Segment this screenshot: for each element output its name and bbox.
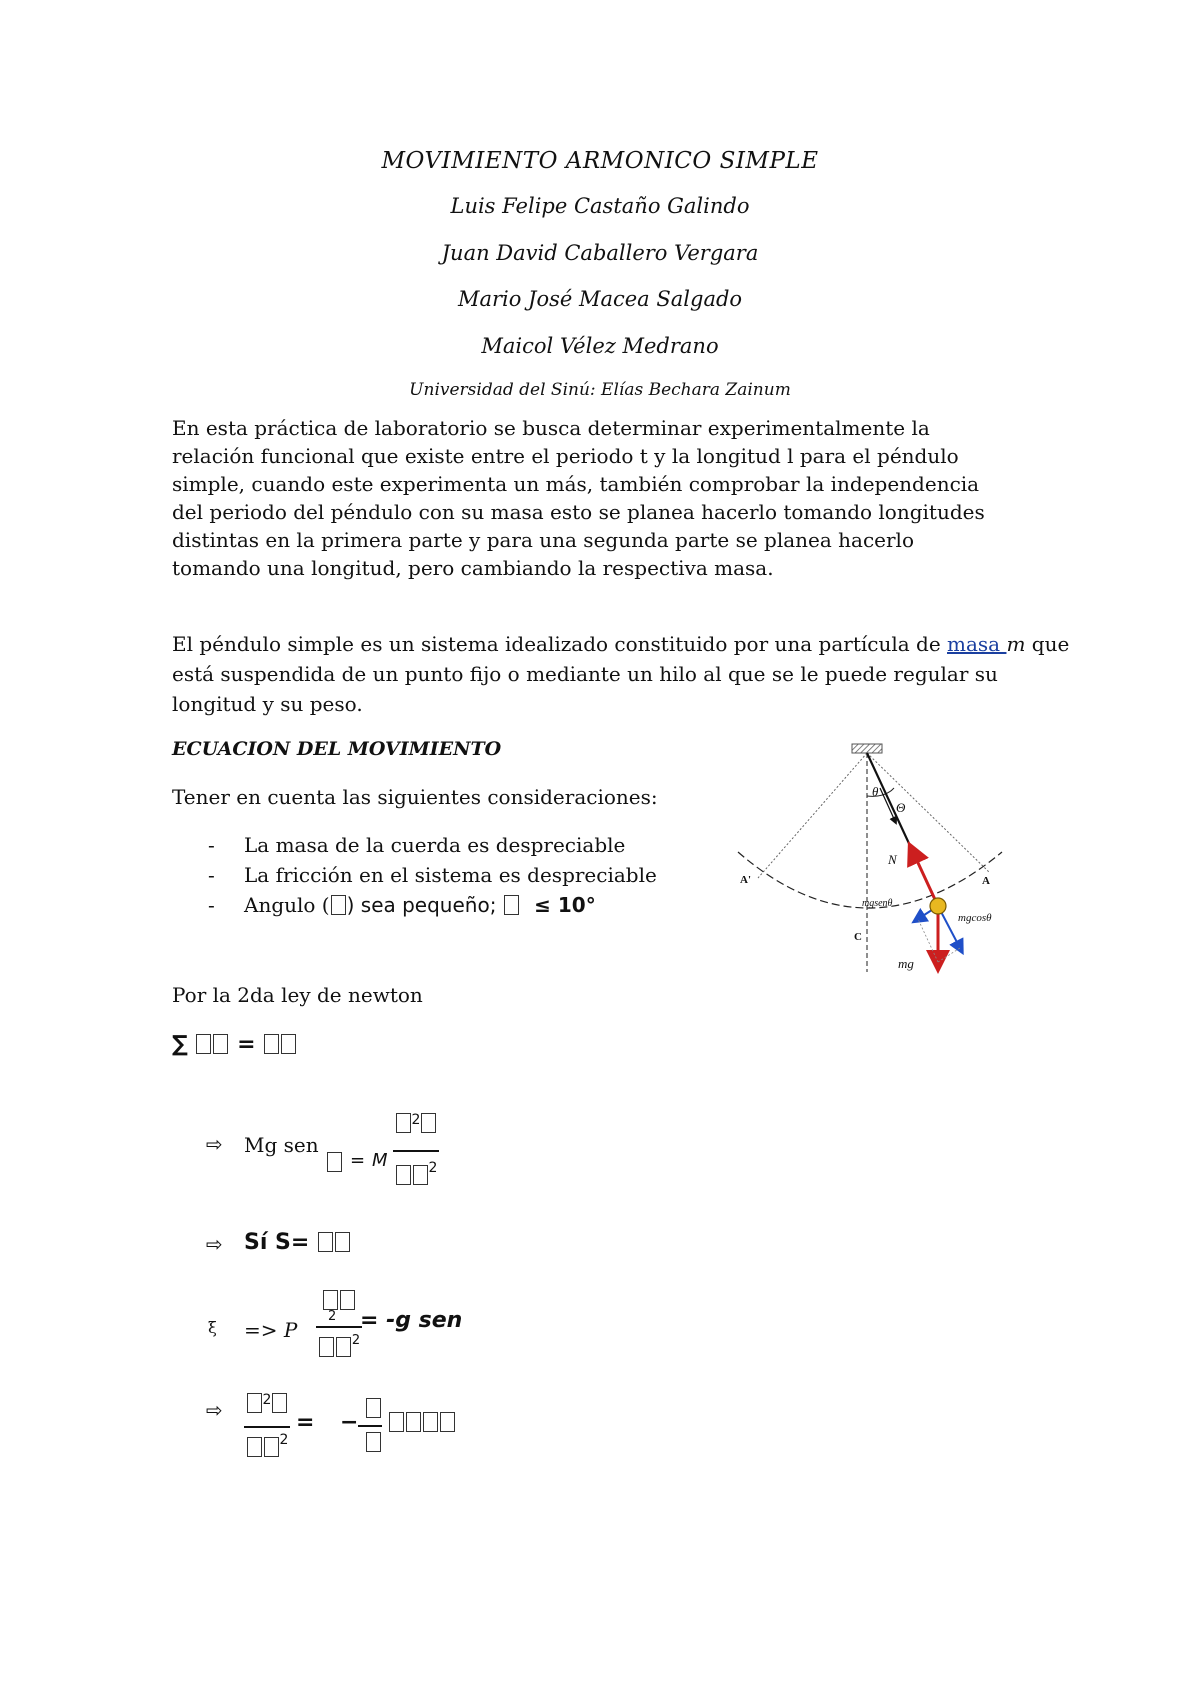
eq4-numerator [244,1392,290,1414]
projection-line [938,948,960,962]
equation-glyph-icon [440,1412,455,1432]
angle-condition [244,890,596,920]
equation-glyph-icon [396,1165,411,1185]
eq3-marker: ξ [208,1318,217,1337]
intro-paragraph [172,414,1072,582]
theta-placeholder-icon [504,895,519,915]
sum-symbol: ∑ [172,1032,188,1057]
fraction-bar [358,1425,382,1427]
exponent: 2 [411,1112,421,1128]
equation-glyph-icon [318,1232,333,1252]
eq1-numerator [393,1112,439,1134]
eq3-denominator [316,1333,362,1358]
eq3-numerator [316,1290,362,1311]
tension-vector [913,852,938,906]
exponent: 2 [262,1392,272,1408]
eq3-exponent: 2 [328,1309,337,1324]
intro-line: distintas en la primera parte y para una segunda parte se planea hacerlo [172,528,914,552]
equation-glyph-icon [281,1034,296,1054]
equation-glyph-icon [423,1412,438,1432]
university: Universidad del Sinú: Elías Bechara Zainum [409,380,791,400]
intro-line: del periodo del péndulo con su masa esto se planea hacerlo tomando longitudes [172,500,985,524]
ceiling-support [852,744,882,753]
eq2-text: Sí S= [244,1230,310,1255]
exponent: 2 [279,1432,289,1448]
eq3-P: => P [244,1318,298,1342]
fraction-bar [244,1426,290,1428]
eq1-M: M [372,1150,388,1171]
pendulum-line-1 [172,629,1072,659]
list-item-text: La fricción en el sistema es despreciable [244,863,657,887]
list-item: - La masa de la cuerda es despreciable [208,830,657,860]
tension-label: N [888,852,897,867]
intro-line: relación funcional que existe entre el periodo t y la longitud l para el péndulo [172,444,959,468]
equation-glyph-icon [323,1290,338,1310]
pendulum-line-3: longitud y su peso. [172,692,363,716]
point-a-label: A [982,875,990,887]
point-a-prime-label: A' [740,874,751,886]
equation-glyph-icon [319,1337,334,1357]
equation-glyph-icon [366,1432,381,1452]
theta-label-1: θ [872,784,879,799]
eq2 [244,1230,351,1255]
considerations-list [208,830,657,920]
list-item: - Angulo ( ) sea pequeño; ≤ 10° [208,890,657,920]
equation-glyph-icon [213,1034,228,1054]
author-2: Juan David Caballero Vergara [441,241,759,265]
pendulum-text: que [1025,632,1070,656]
pendulum-text: El péndulo simple es un sistema idealizado constituido por una partícula de [172,632,948,656]
considerations-intro: Tener en cuenta las siguientes consideraciones: [172,785,658,809]
angle-mid: ) sea pequeño; [346,893,503,917]
equation-glyph-icon [421,1113,436,1133]
author-1: Luis Felipe Castaño Galindo [450,194,750,218]
eq4-denominator [244,1432,290,1458]
implies-arrow-icon: ⇨ [206,1132,223,1156]
angle-bound: ≤ 10° [534,893,596,917]
left-extreme-string [758,753,867,878]
right-extreme-string [867,753,990,873]
mg-label: mg [898,956,914,971]
intro-line: En esta práctica de laboratorio se busca determinar experimentalmente la [172,416,930,440]
equation-glyph-icon [396,1113,411,1133]
equation-glyph-icon [336,1337,351,1357]
equation-glyph-icon [335,1232,350,1252]
eq1-left: Mg sen [244,1133,319,1157]
equation-glyph-icon [327,1152,342,1172]
eq1-equals: = [350,1150,366,1171]
intro-line: simple, cuando este experimenta un más, también comprobar la independencia [172,472,980,496]
equation-glyph-icon [264,1034,279,1054]
equation-glyph-icon [247,1393,262,1413]
author-3: Mario José Macea Salgado [457,287,743,311]
exponent: 2 [351,1333,361,1348]
intro-line: tomando una longitud, pero cambiando la respectiva masa. [172,556,774,580]
equation-glyph-icon [366,1398,381,1418]
angle-label: Angulo ( [244,893,330,917]
document-title: MOVIMIENTO ARMONICO SIMPLE [381,148,819,174]
fraction-bar [393,1150,439,1152]
equation-glyph-icon [389,1412,404,1432]
implies-arrow-icon: ⇨ [206,1398,223,1422]
mgsen-label: mgsenθ [862,898,893,909]
equation-glyph-icon [413,1165,428,1185]
eq3-rhs: = -g sen [360,1308,463,1333]
pendulum-paragraph [172,629,1072,719]
section-heading: ECUACION DEL MOVIMIENTO [172,738,502,760]
equation-glyph-icon [247,1437,262,1457]
equation-glyph-icon [264,1437,279,1457]
projection-line [918,919,938,962]
implies-arrow-icon: ⇨ [206,1232,223,1256]
fraction-bar [316,1326,362,1328]
mgcos-label: mgcosθ [958,912,992,924]
eq1-denominator [393,1160,439,1186]
mass-symbol: m [1006,632,1026,656]
newton-equation [172,1032,297,1057]
newton-intro: Por la 2da ley de newton [172,983,423,1007]
equation-glyph-icon [272,1393,287,1413]
equation-glyph-icon [406,1412,421,1432]
exponent: 2 [428,1160,438,1176]
equals-sign: = [237,1032,256,1057]
point-c-label: C [854,931,862,943]
pendulum-bob [930,898,946,914]
masa-link[interactable]: masa [947,632,1007,656]
pendulum-diagram [730,736,1030,976]
eq4-rhs [388,1412,456,1433]
list-item: - La fricción en el sistema es despreciable [208,860,657,890]
theta-label-2: Θ [896,800,906,815]
eq4-equals: = [296,1410,315,1435]
eq4-minus: − [340,1410,359,1435]
list-item-text: La masa de la cuerda es despreciable [244,833,626,857]
author-4: Maicol Vélez Medrano [481,334,719,358]
equation-glyph-icon [196,1034,211,1054]
pendulum-line-2: está suspendida de un punto fijo o mediante un hilo al que se le puede regular su [172,662,998,686]
equation-glyph-icon [340,1290,355,1310]
theta-placeholder-icon [331,895,346,915]
